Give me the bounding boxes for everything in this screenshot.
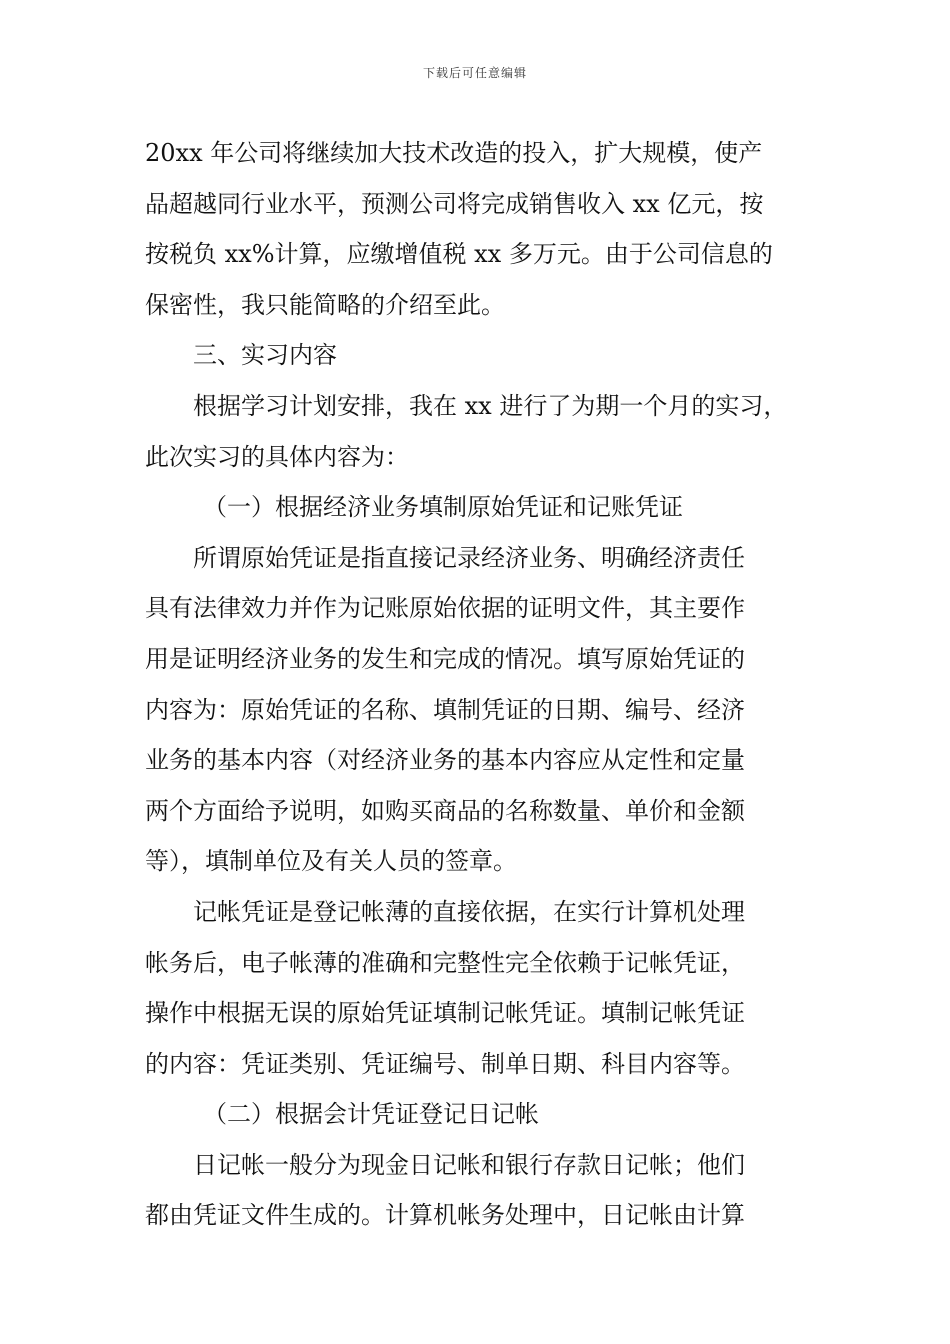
body-line: 记帐凭证是登记帐薄的直接依据，在实行计算机处理 (193, 897, 745, 926)
body-line: 20xx 年公司将继续加大技术改造的投入，扩大规模，使产 (145, 139, 763, 167)
body-line: 用是证明经济业务的发生和完成的情况。填写原始凭证的 (145, 644, 745, 673)
body-line: 日记帐一般分为现金日记帐和银行存款日记帐；他们 (193, 1150, 745, 1179)
subsection-heading: （一）根据经济业务填制原始凭证和记账凭证 (203, 493, 683, 522)
body-line: 所谓原始凭证是指直接记录经济业务、明确经济责任 (193, 543, 745, 572)
body-line: 此次实习的具体内容为： (145, 442, 409, 471)
body-line: 都由凭证文件生成的。计算机帐务处理中，日记帐由计算 (145, 1201, 745, 1230)
body-line: 的内容：凭证类别、凭证编号、制单日期、科目内容等。 (145, 1049, 745, 1078)
page-header: 下载后可任意编辑 (422, 66, 527, 80)
body-line: 内容为：原始凭证的名称、填制凭证的日期、编号、经济 (145, 695, 745, 724)
body-line: 品超越同行业水平，预测公司将完成销售收入 xx 亿元，按 (145, 189, 764, 218)
body-line: 操作中根据无误的原始凭证填制记帐凭证。填制记帐凭证 (145, 999, 745, 1028)
document-body (145, 128, 810, 1241)
section-heading: 三、实习内容 (193, 341, 337, 370)
body-line: 保密性，我只能简略的介绍至此。 (145, 290, 505, 319)
body-line: 按税负 xx%计算，应缴增值税 xx 多万元。由于公司信息的 (145, 240, 773, 269)
body-line: 根据学习计划安排，我在 xx 进行了为期一个月的实习， (193, 391, 788, 420)
body-line: 业务的基本内容（对经济业务的基本内容应从定性和定量 (145, 746, 745, 775)
subsection-heading: （二）根据会计凭证登记日记帐 (203, 1100, 539, 1129)
body-line: 具有法律效力并作为记账原始依据的证明文件，其主要作 (145, 594, 745, 623)
body-line: 等），填制单位及有关人员的签章。 (145, 847, 517, 876)
body-line: 帐务后，电子帐薄的准确和完整性完全依赖于记帐凭证， (145, 948, 745, 977)
body-line: 两个方面给予说明，如购买商品的名称数量、单价和金额 (145, 796, 745, 825)
